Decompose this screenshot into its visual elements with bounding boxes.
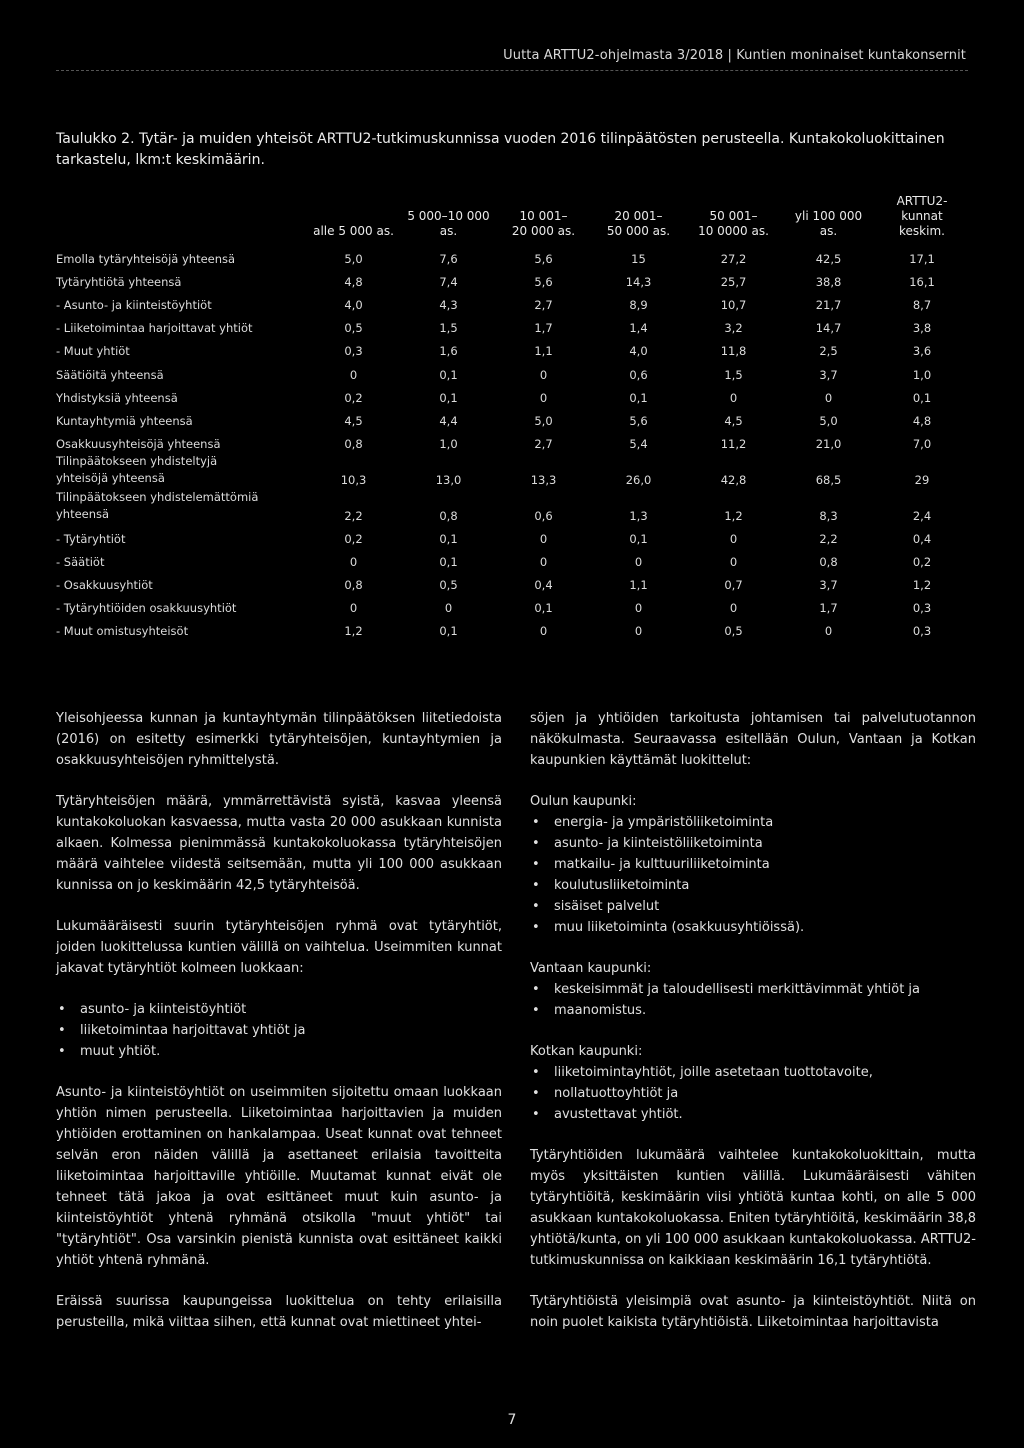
table-cell: 1,3 <box>629 508 648 523</box>
table-cell: 3,8 <box>912 321 932 336</box>
table-cell: 25,7 <box>720 275 747 290</box>
table-cell: 38,8 <box>815 275 842 290</box>
table-row <box>56 358 968 381</box>
row-label: - Osakkuusyhtiöt <box>56 578 153 593</box>
table-row <box>56 615 968 638</box>
column-header: 5 000–10 000 as. <box>407 209 490 238</box>
list-item: • liiketoimintaa harjoittavat yhtiöt ja <box>56 1020 502 1041</box>
table-cell: 42,5 <box>815 252 842 267</box>
table-row <box>56 592 968 615</box>
table-row <box>56 243 968 266</box>
table-cell: 0 <box>729 390 738 405</box>
table-cell: 13,3 <box>530 472 557 487</box>
table-cell: 0,2 <box>344 390 363 405</box>
list-item: • koulutusliiketoiminta <box>530 875 976 896</box>
row-label: - Tytäryhtiöiden osakkuusyhtiöt <box>56 601 237 616</box>
table-cell: 0,1 <box>912 390 932 405</box>
table-cell: 0,6 <box>534 508 553 523</box>
oulu-list <box>530 812 976 938</box>
paragraph: Asunto- ja kiinteistöyhtiöt on useimmiten sijoitettu omaan luokkaan yhtiön nimen perusteella. Liiketoimintaa harjoittavien ja muiden yhtiöiden erottaminen on hankalampaa. Useat kunnat ovat tehneet selvän eron näiden välillä ja asettaneet erilaisia tavoitteita liiketoimintaa harjoittaville yhtiöille. Muutamat kunnat eivät ole tehneet tätä jakoa ja ovat esittäneet muut kuin asunto- ja kiinteistöyhtiöt yhtenä ryhmänä otsikolla "muut yhtiöt" tai "tytäryhtiöt". Osa varsinkin pienistä kunnista ovat esittäneet kaikki yhtiöt yhtenä ryhmänä. <box>56 1085 502 1268</box>
table-cell: 8,9 <box>629 298 648 313</box>
table-cell: 29 <box>914 472 930 487</box>
table-cell: 2,4 <box>912 508 932 523</box>
list-item: • matkailu- ja kulttuuriliiketoiminta <box>530 854 976 875</box>
data-table <box>56 194 968 638</box>
table-cell: 7,0 <box>912 436 932 451</box>
table-cell: 0,1 <box>439 624 458 639</box>
table-row <box>56 382 968 405</box>
table-cell: 0,7 <box>724 578 743 593</box>
table-cell: 0 <box>634 555 643 570</box>
table-cell: 0,4 <box>912 531 932 546</box>
table-cell: 0 <box>729 531 738 546</box>
table-cell: 21,7 <box>815 298 842 313</box>
table-cell: 5,6 <box>629 413 648 428</box>
table-cell: 7,6 <box>439 252 458 267</box>
row-label: Tilinpäätokseen yhdisteltyjä yhteisöjä yhteensä <box>56 453 218 485</box>
table-row <box>56 312 968 335</box>
table-cell: 0 <box>539 531 548 546</box>
table-row <box>56 428 968 451</box>
table-cell: 1,2 <box>912 578 932 593</box>
list-item: • asunto- ja kiinteistöliiketoiminta <box>530 833 976 854</box>
table-cell: 27,2 <box>720 252 747 267</box>
paragraph: Tytäryhtiöiden lukumäärä vaihtelee kuntakokoluokittain, mutta myös yksittäisten kuntien välillä. Lukumääräisesti vähiten tytäryhtiöitä, keskimäärin viisi yhtiötä kuntaa kohti, on alle 5 000 asukkaan kuntakokoluokassa. Eniten tytäryhtiöitä, keskimäärin 38,8 yhtiötä/kunta, on yli 100 000 asukkaan kuntakokoluokassa. ARTTU2-tutkimuskunnissa on kaikkiaan keskimäärin 16,1 tytäryhtiötä. <box>530 1148 976 1268</box>
table-cell: 3,7 <box>819 367 838 382</box>
table-cell: 16,1 <box>909 275 935 290</box>
table-cell: 1,7 <box>534 321 553 336</box>
table-cell: 0,8 <box>344 578 363 593</box>
table-cell: 0,1 <box>629 390 648 405</box>
table-cell: 0 <box>634 624 643 639</box>
table-cell: 0,5 <box>344 321 363 336</box>
table-cell: 1,6 <box>439 344 458 359</box>
list-item: • maanomistus. <box>530 1000 976 1021</box>
table-cell: 0,8 <box>819 555 838 570</box>
table-cell: 4,8 <box>912 413 932 428</box>
list-item: • avustettavat yhtiöt. <box>530 1104 976 1125</box>
list-item: • muut yhtiöt. <box>56 1041 502 1062</box>
column-header: ARTTU2-kunnat keskim. <box>896 194 948 238</box>
table-cell: 0 <box>824 624 833 639</box>
table-cell: 1,5 <box>724 367 743 382</box>
row-label: - Tytäryhtiöt <box>56 531 126 546</box>
list-item: • asunto- ja kiinteistöyhtiöt <box>56 999 502 1020</box>
table-cell: 0,6 <box>629 367 648 382</box>
list-item: • sisäiset palvelut <box>530 896 976 917</box>
table-cell: 0,2 <box>912 555 932 570</box>
running-header: Uutta ARTTU2-ohjelmasta 3/2018 | Kuntien moninaiset kuntakonsernit <box>503 48 966 63</box>
paragraph: Tytäryhtiöistä yleisimpiä ovat asunto- ja kiinteistöyhtiöt. Niitä on noin puolet kaikista tytäryhtiöistä. Liiketoimintaa harjoittavista <box>530 1294 976 1330</box>
table-cell: 0 <box>349 367 358 382</box>
row-header-cell <box>56 194 306 243</box>
row-label: Tilinpäätokseen yhdistelemättömiä yhteensä <box>56 489 259 521</box>
table-cell: 0,1 <box>534 601 553 616</box>
table-row <box>56 335 968 358</box>
table-cell: 5,6 <box>534 252 553 267</box>
vantaa-list <box>530 979 976 1021</box>
table-cell: 2,2 <box>819 531 838 546</box>
paragraph: söjen ja yhtiöiden tarkoitusta johtamisen tai palvelutuotannon näkökulmasta. Seuraavassa esitellään Oulun, Vantaan ja Kotkan kaupunkien käyttämät luokittelut: <box>530 711 976 768</box>
table-cell: 0 <box>539 624 548 639</box>
table-cell: 4,8 <box>344 275 363 290</box>
table-cell: 5,6 <box>534 275 553 290</box>
table-row <box>56 289 968 312</box>
header-rule <box>56 70 968 71</box>
table-cell: 68,5 <box>815 472 842 487</box>
table-cell: 4,5 <box>344 413 363 428</box>
row-label: Yhdistyksiä yhteensä <box>56 390 178 405</box>
table-cell: 1,7 <box>819 601 838 616</box>
table-cell: 3,6 <box>912 344 932 359</box>
row-label: Säätiöitä yhteensä <box>56 367 164 382</box>
table-cell: 1,4 <box>629 321 648 336</box>
table-cell: 1,1 <box>629 578 648 593</box>
table-cell: 0 <box>824 390 833 405</box>
table-cell: 5,0 <box>819 413 838 428</box>
table-cell: 0 <box>729 555 738 570</box>
row-label: - Säätiöt <box>56 555 105 570</box>
table-cell: 10,7 <box>720 298 747 313</box>
table-cell: 1,1 <box>534 344 553 359</box>
table-cell: 2,7 <box>534 298 553 313</box>
table-cell: 0,4 <box>534 578 553 593</box>
row-label: - Asunto- ja kiinteistöyhtiöt <box>56 298 212 313</box>
table-cell: 0,1 <box>439 531 458 546</box>
table-row <box>56 266 968 289</box>
table-cell: 0,3 <box>912 624 932 639</box>
column-header: 10 001– 20 000 as. <box>511 209 576 238</box>
row-label: - Muut omistusyhteisöt <box>56 624 189 639</box>
table-cell: 4,0 <box>344 298 363 313</box>
paragraph: Lukumääräisesti suurin tytäryhteisöjen ryhmä ovat tytäryhtiöt, joiden luokittelussa kuntien välillä on vaihtelua. Useimmiten kunnat jakavat tytäryhtiöt kolmeen luokkaan: <box>56 919 502 976</box>
table-cell: 5,0 <box>344 252 363 267</box>
table-cell: 0 <box>349 601 358 616</box>
table-cell: 13,0 <box>435 472 462 487</box>
table-cell: 0 <box>634 601 643 616</box>
table-cell: 0,8 <box>439 508 458 523</box>
table-cell: 4,3 <box>439 298 458 313</box>
table-cell: 3,2 <box>724 321 743 336</box>
table-cell: 26,0 <box>625 472 652 487</box>
table-cell: 0,3 <box>912 601 932 616</box>
table-cell: 4,0 <box>629 344 648 359</box>
table-row <box>56 569 968 592</box>
right-text-column <box>530 708 976 1353</box>
table-cell: 1,2 <box>724 508 743 523</box>
table-cell: 7,4 <box>439 275 458 290</box>
table-row <box>56 487 968 523</box>
oulu-heading: Oulun kaupunki: <box>530 794 637 809</box>
row-label: Tytäryhtiötä yhteensä <box>56 275 182 290</box>
table-cell: 1,0 <box>439 436 458 451</box>
table-cell: 14,3 <box>625 275 652 290</box>
table-cell: 11,2 <box>720 436 747 451</box>
row-label: Emolla tytäryhteisöjä yhteensä <box>56 252 236 267</box>
table-cell: 0 <box>729 601 738 616</box>
paragraph: Yleisohjeessa kunnan ja kuntayhtymän tilinpäätöksen liitetiedoista (2016) on esitetty esimerkki tytäryhteisöjen, kuntayhtymien ja osakkuusyhteisöjen ryhmittelystä. <box>56 711 502 768</box>
table-cell: 0,1 <box>439 555 458 570</box>
table-cell: 8,3 <box>819 508 838 523</box>
table-cell: 8,7 <box>912 298 932 313</box>
row-label: - Muut yhtiöt <box>56 344 130 359</box>
table-cell: 10,3 <box>340 472 367 487</box>
table-cell: 0,1 <box>439 367 458 382</box>
table-cell: 0,1 <box>439 390 458 405</box>
bullet-list <box>56 999 502 1062</box>
table-cell: 2,7 <box>534 436 553 451</box>
table-header-row <box>56 194 968 243</box>
table-row <box>56 546 968 569</box>
table-cell: 15 <box>631 252 646 267</box>
paragraph: Eräissä suurissa kaupungeissa luokittelua on tehty erilaisilla perusteilla, mikä viittaa siihen, että kunnat ovat miettineet yhtei- <box>56 1294 502 1330</box>
table-cell: 11,8 <box>720 344 747 359</box>
table-cell: 0,3 <box>344 344 363 359</box>
table-cell: 0,5 <box>439 578 458 593</box>
list-item: • energia- ja ympäristöliiketoiminta <box>530 812 976 833</box>
kotka-heading: Kotkan kaupunki: <box>530 1044 643 1059</box>
table-cell: 0 <box>539 367 548 382</box>
table-cell: 14,7 <box>815 321 842 336</box>
table-caption: Taulukko 2. Tytär- ja muiden yhteisöt ARTTU2-tutkimuskunnissa vuoden 2016 tilinpäätösten perusteella. Kuntakokoluokittainen tarkastelu, lkm:t keskimäärin. <box>56 131 945 168</box>
table-cell: 0 <box>539 555 548 570</box>
table-cell: 3,7 <box>819 578 838 593</box>
table-row <box>56 451 968 487</box>
column-header: alle 5 000 as. <box>313 224 394 238</box>
table-row <box>56 523 968 546</box>
table-row <box>56 405 968 428</box>
table-cell: 0 <box>539 390 548 405</box>
table-cell: 1,0 <box>912 367 932 382</box>
table-cell: 42,8 <box>720 472 747 487</box>
table-cell: 2,5 <box>819 344 838 359</box>
table-cell: 2,2 <box>344 508 363 523</box>
table-cell: 4,4 <box>439 413 458 428</box>
table-cell: 1,5 <box>439 321 458 336</box>
page-number: 7 <box>507 1412 517 1428</box>
table-cell: 0,5 <box>724 624 743 639</box>
vantaa-heading: Vantaan kaupunki: <box>530 961 652 976</box>
row-label: Kuntayhtymiä yhteensä <box>56 413 193 428</box>
column-header: 50 001– 10 0000 as. <box>698 209 769 238</box>
table-cell: 0 <box>349 555 358 570</box>
table-cell: 0,8 <box>344 436 363 451</box>
table-cell: 1,2 <box>344 624 363 639</box>
list-item: • liiketoimintayhtiöt, joille asetetaan tuottotavoite, <box>530 1062 976 1083</box>
table-cell: 0 <box>444 601 453 616</box>
column-header: 20 001– 50 000 as. <box>606 209 671 238</box>
list-item: • muu liiketoiminta (osakkuusyhtiöissä). <box>530 917 976 938</box>
table-body <box>56 243 968 638</box>
list-item: • keskeisimmät ja taloudellisesti merkittävimmät yhtiöt ja <box>530 979 976 1000</box>
column-header: yli 100 000 as. <box>794 209 863 238</box>
table-cell: 0,2 <box>344 531 363 546</box>
table-cell: 5,4 <box>629 436 648 451</box>
table-cell: 4,5 <box>724 413 743 428</box>
table-cell: 17,1 <box>909 252 935 267</box>
kotka-list <box>530 1062 976 1125</box>
list-item: • nollatuottoyhtiöt ja <box>530 1083 976 1104</box>
table-cell: 21,0 <box>815 436 842 451</box>
table-cell: 0,1 <box>629 531 648 546</box>
row-label: - Liiketoimintaa harjoittavat yhtiöt <box>56 321 253 336</box>
table-cell: 5,0 <box>534 413 553 428</box>
paragraph: Tytäryhteisöjen määrä, ymmärrettävistä syistä, kasvaa yleensä kuntakokoluokan kasvaessa, mutta vasta 20 000 asukkaan kunnista alkaen. Kolmessa pienimmässä kuntakokoluokassa tytäryhteisöjen määrä vaihtelee viidestä seitsemään, mutta yli 100 000 asukkaan kunnissa on jo keskimäärin 42,5 tytäryhteisöä. <box>56 794 502 893</box>
left-text-column <box>56 708 502 1353</box>
row-label: Osakkuusyhteisöjä yhteensä <box>56 436 221 451</box>
